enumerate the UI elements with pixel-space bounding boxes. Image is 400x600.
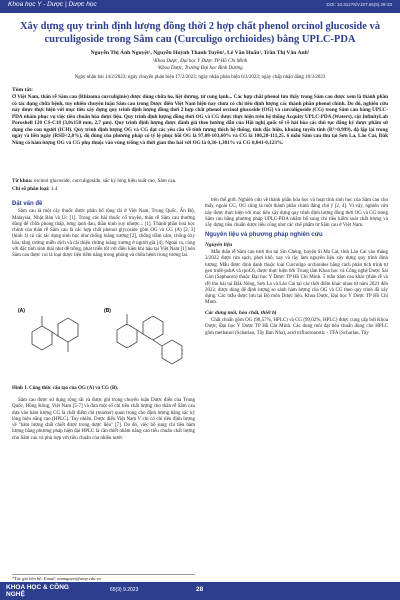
submission-dates: Ngày nhận bài 14/2/2023; ngày chuyển phản biện 17/2/2023; ngày nhận phản biện 6/3/2023; ngày chấp nhận đăng 10/3/2023 <box>74 75 326 80</box>
figure-label-a: (A) <box>18 308 25 314</box>
doi-label[interactable]: DOI: 10.31276/VJST.65(9).28-33 <box>326 2 392 7</box>
issue-label: 65(9) 9.2023 <box>110 587 139 593</box>
intro-paragraph-3: trên thế giới. Nghiên cứu về thành phần hóa học và hoạt tính sinh học của Sâm cau cho thấy, ngoài CG, OG cũng là một thành phần chính đáng chú ý [2, 4]. Vì vậy, nghiên cứu này được thực hiện với mục tiêu xây dựng quy trình định lượng đồng thời OG và CG trong Sâm cau bằng phương pháp UPLC-PDA nhằm bổ sung chỉ tiêu kiểm soát chất lượng và xây dựng tiêu chuẩn dược liệu cũng như các chế phẩm từ Sâm cau ở Việt Nam. <box>205 198 388 229</box>
intro-paragraph-1: Sâm cau là một cây thuốc được phân bố rộng rãi ở Việt Nam, Trung Quốc, Ấn Độ, Malaysia, Nhật Bản và Úc [1]. Trong các bài thuốc cổ truyền, thân rễ Sâm cau thường dùng để chữa phong thấp, lưng lạnh đau, thần kinh suy nhược... [1]. Thành phần hoá học chính của thân rễ Sâm cau là các hợp chất phenol glycoside gồm OG và CG (A) [2, 3] (hình 1) có các tác dụng sinh học như chống loãng xương [2], chống trầm cảm, chống ôxy hóa, tăng cường miễn dịch và cải thiện chứng loãng xương ở người già [4]. Ngoài ra, cùng với đặc tính sinh thái như dễ trồng, phát triển tốt với điều kiện khí hậu tại Việt Nam [1] nên Sâm cau được coi là loại dược liệu tiềm năng trong phòng và chữa bệnh trong tương lai. <box>12 209 195 259</box>
subject-value: 3.4 <box>50 186 58 192</box>
article-title: Xây dựng quy trình định lượng đồng thời 2 hợp chất phenol orcinol glucoside và curculigoside trong Sâm cau (Curculigo orchioides) bằng UPLC-PDA <box>19 21 381 45</box>
affiliations <box>14 58 386 72</box>
affiliation-1: ¹Khoa Dược, Đại học Y Dược TP Hồ Chí Minh <box>152 59 248 64</box>
keywords-text: orcinol glucoside, curculigoside, sắc ký lỏng hiệu suất cao, Sâm cau. <box>33 178 177 184</box>
affiliation-2: ²Khoa Dược, Trường Đại học Bình Dương <box>157 66 243 71</box>
figure-label-b: (B) <box>104 308 111 314</box>
footer-bar <box>0 582 400 600</box>
author-list: Nguyễn Thị Ánh Nguyệt¹, Nguyễn Huỳnh Thanh Tuyền¹, Lê Văn Huấn¹, Trần Thị Vân Anh¹ <box>90 50 310 56</box>
keywords-label: Từ khóa: <box>12 178 33 184</box>
section-label: Khoa học Y - Dược | Dược học <box>8 1 97 8</box>
chemical-structures <box>12 302 195 374</box>
figure-caption: Hình 1. Công thức cấu tạo của OG (A) và CG (B). <box>12 386 119 391</box>
right-column <box>205 198 388 339</box>
chemicals-paragraph: Chất chuẩn gồm OG (98,57%, HPLC) và CG (99,02%, HPLC) được cung cấp bởi Khoa Dược, Đại học Y Dược TP Hồ Chí Minh. Các dung môi đạt tiêu chuẩn dùng cho HPLC gồm methanol (Scharlau, Tây Ban Nha), acid trifluoroacetic - TFA (Scharlau, Tây <box>205 318 388 336</box>
intro-paragraph-2: Sâm cau được sử dụng rộng rãi và được ghi trong chuyên luận Dược điển của Trung Quốc, Hồng Kông, Việt Nam [5-7] và đưa một số chỉ tiêu chất lượng cho thân rễ Sâm cau dựa vào hàm lượng CG là chất điểm chỉ (marker) quan trọng cho định lượng bằng sắc ký lỏng hiệu năng cao (HPLC). Tuy nhiên, Dược điển Việt Nam V chỉ có chỉ tiêu định lượng về "hàm lượng chất chiết được trong dược liệu" [7]. Do đó, việc bổ sung chỉ tiêu hàm lượng bằng phương pháp hiện đại HPLC là cần thiết nhằm nâng cao tiêu chuẩn chất lượng cho Sâm cau và phù hợp với tiêu chuẩn của nhiều nước <box>12 398 195 441</box>
keywords <box>12 178 388 184</box>
left-column-continued <box>12 398 195 444</box>
corresponding-author-note: *Tác giả liên hệ: Email: nnanguyet@ump.edu.vn <box>12 574 195 581</box>
journal-logo: KHOA HỌC & CÔNG NGHỆ <box>6 584 69 598</box>
header-bar <box>0 0 400 13</box>
subheading-materials: Nguyên liệu <box>205 241 233 248</box>
materials-paragraph: Mẫu thân rễ Sâm cau tươi thu tại Sìn Chéng, huyện Si Ma Cai, tỉnh Lào Cai vào tháng 3/2022 được rửa sạch, phơi khô, xay và rây làm nguyên liệu xây dựng quy trình định lượng. Mẫu được định danh thuộc loài Curculigo orchioides bằng cách phân tích trình tự gen trnH-psbA và rpoC6, được thực hiện bởi Trung tâm Khoa học và Công nghệ Dược Sài Gòn (Saphacen) thuộc Đại học Y Dược TP Hồ Chí Minh. 5 mẫu Sâm cau khác (thân rễ và rễ) thu hái tại Đắk Nông, Sơn La và Lào Cai tại các thời điểm khác nhau từ năm 2021 đến 2022, được dùng để định lượng so sánh hàm lượng của OG và CG theo quy trình đã xây dựng. Các mẫu được lưu tại Bộ môn Dược liệu, Khoa Dược, Đại học Y Dược TP Hồ Chí Minh. <box>205 250 388 306</box>
subject-index <box>12 186 57 192</box>
abstract-text: Ở Việt Nam, thân rễ Sâm cau (Rhizoma curculiginis) được dùng chữa ho, liệt dương, tử cung lạnh... Các hợp chất phenol tìm thấy trong Sâm cau được xem là thành phần có tác dụng chữa bệnh, tuy nhiên chuyên luận Sâm cau trong Dược điển Việt Nam hiện nay chưa có chỉ tiêu định lượng các thành phần phenol chính. Do đó, nghiên cứu này được thực hiện với mục tiêu xây dựng quy trình định lượng đồng thời 2 hợp chất phenol orcinol glucoside (OG) và curculigoside (CG) trong Sâm cau bằng UPLC-PDA nhằm phục vụ việc tiêu chuẩn hóa dược liệu. Quy trình định lượng đồng thời OG và CG được thực hiện trên hệ thống Acquity UPLC-PDA (Waters), cột InfinityLab Poroshell 120 CS-C18 (3,0x150 mm, 2,7 µm). Quy trình định lượng được đánh giá theo hướng dẫn của Hội nghị quốc tế về hài hòa các thủ tục đăng ký dược phẩm sử dụng cho con người (ICH). Quy trình định lượng OG và CG đạt các yêu cầu về tính tương thích hệ thống, tính đặc hiệu, khoảng tuyến tính (R²>0,999), độ lặp lại trong ngày và liên ngày (RSD<2,0%), độ đúng của phương pháp có tỷ lệ phục hồi OG là 97,08-103,60% và CG là 100,28-111,25. 6 mẫu Sâm cau thu tại Sơn La, Lào Cai, Đắk Nông có hàm lượng OG và CG phụ thuộc vào vùng trồng và thời gian thu hái với OG là 0,36-1,301% và CG 0,041-0,123%. <box>12 94 388 146</box>
page-number: 28 <box>196 586 204 593</box>
abstract-heading: Tóm tắt: <box>12 87 33 93</box>
subheading-chemicals: Các dung môi, hóa chất, thiết bị <box>205 309 277 316</box>
section-heading-methods: Nguyên liệu và phương pháp nghiên cứu <box>205 232 323 239</box>
subject-label: Chỉ số phân loại: <box>12 186 50 192</box>
figure-1 <box>12 302 195 382</box>
section-heading-intro: Đặt vấn đề <box>12 201 43 207</box>
left-column <box>12 198 195 262</box>
